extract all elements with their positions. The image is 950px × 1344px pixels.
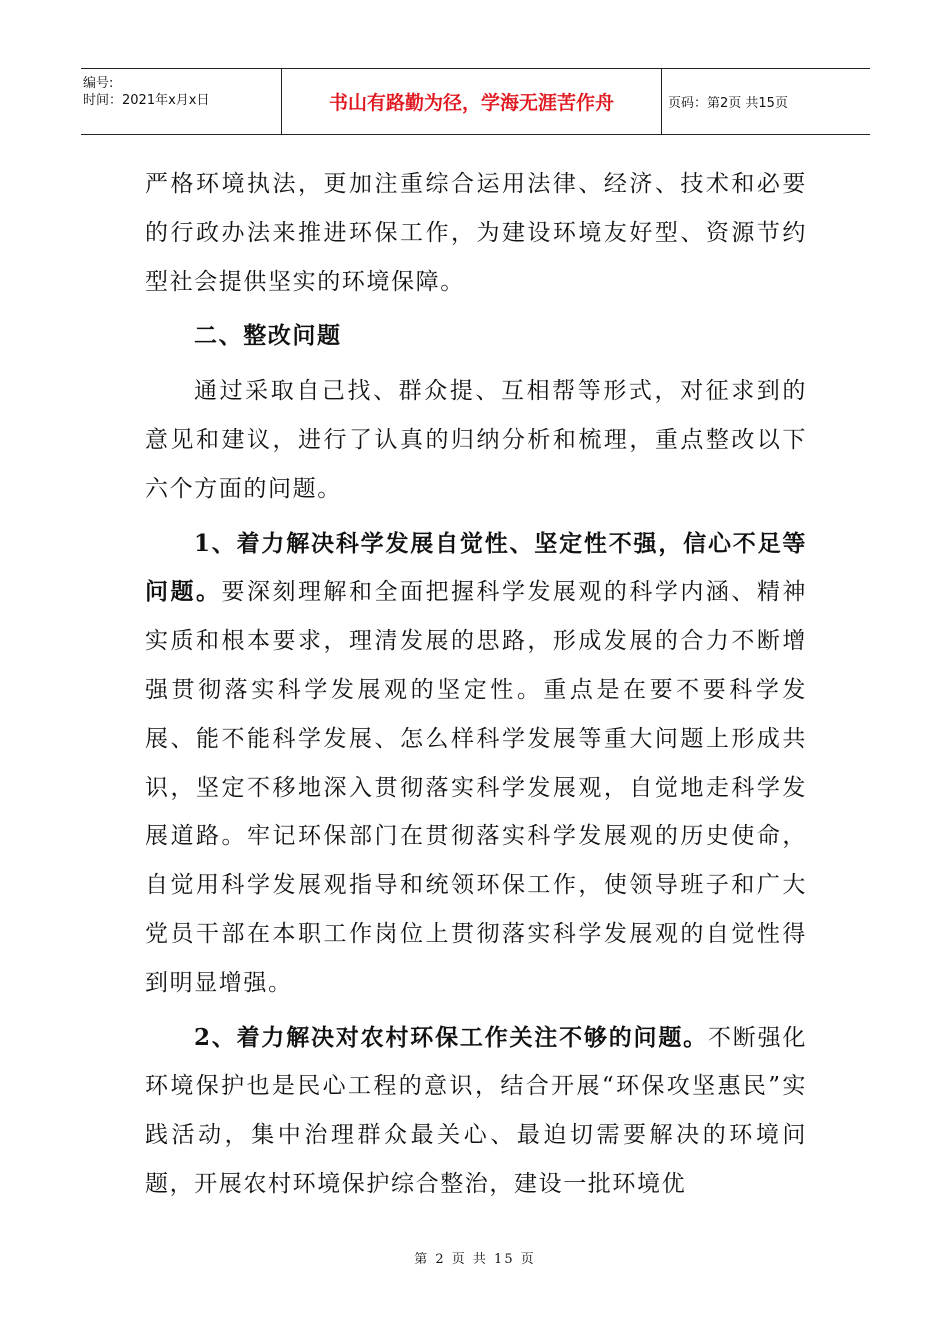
header-motto: 书山有路勤为径，学海无涯苦作舟 bbox=[282, 69, 662, 134]
page-header bbox=[81, 68, 870, 135]
number-label: 编号: bbox=[83, 76, 114, 91]
item-2-text: 不断强化环境保护也是民心工程的意识，结合开展“环保攻坚惠民”实践活动，集中治理群众最关心、最迫切需要解决的环境问题，开展农村环境保护综合整治，建设一批环境优 bbox=[145, 1024, 807, 1197]
paragraph-1: 严格环境执法，更加注重综合运用法律、经济、技术和必要的行政办法来推进环保工作，为建设环境友好型、资源节约型社会提供坚实的环境保障。 bbox=[145, 171, 807, 295]
item-1-text: 要深刻理解和全面把握科学发展观的科学内涵、精神实质和根本要求，理清发展的思路，形成发展的合力不断增强贯彻落实科学发展观的坚定性。重点是在要不要科学发展、能不能科学发展、怎么样科学发展等重大问题上形成共识，坚定不移地深入贯彻落实科学发展观，自觉地走科学发展道路。牢记环保部门在贯彻落实科学发展观的历史使命，自觉用科学发展观指导和统领环保工作，使领导班子和广大党员干部在本职工作岗位上贯彻落实科学发展观的自觉性得到明显增强。 bbox=[145, 579, 807, 996]
document-body bbox=[145, 160, 807, 1209]
header-page-code: 页码：第2页 共15页 bbox=[668, 96, 788, 111]
header-meta bbox=[81, 69, 282, 134]
item-1 bbox=[145, 520, 807, 1008]
page-footer: 第 2 页 共 15 页 bbox=[414, 1252, 536, 1267]
item-2 bbox=[145, 1014, 807, 1209]
item-2-title: 2、着力解决对农村环保工作关注不够的问题。 bbox=[194, 1023, 708, 1051]
paragraph-2: 通过采取自己找、群众提、互相帮等形式，对征求到的意见和建议，进行了认真的归纳分析和梳理，重点整改以下六个方面的问题。 bbox=[145, 378, 807, 502]
item-1-title: 1、着力解决科学发展自觉性、坚定性不强，信心不足等问题。 bbox=[145, 529, 807, 606]
time-label: 时间：2021年x月x日 bbox=[83, 93, 210, 108]
section-heading: 二、整改问题 bbox=[194, 322, 342, 350]
